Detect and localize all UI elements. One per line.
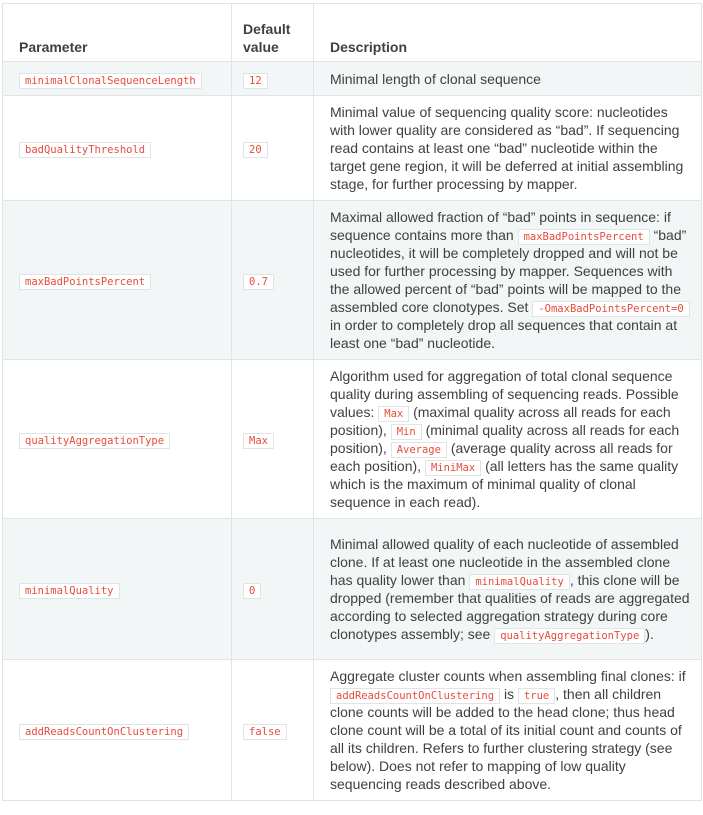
parameter-name: maxBadPointsPercent [19, 274, 151, 290]
description-text: ). [645, 626, 654, 642]
description-text: Minimal allowed quality of each nucleotide of assembled clone. If at least one nucleotide in the assembled clone has quality lower than [330, 536, 679, 588]
parameters-table [2, 3, 702, 801]
description-cell [314, 62, 702, 96]
inline-code: minimalQuality [469, 574, 570, 590]
description-text: (minimal quality across all reads for each position), [330, 422, 680, 456]
parameter-name: badQualityThreshold [19, 142, 151, 158]
default-cell [232, 360, 314, 519]
table-row [3, 96, 702, 201]
header-default-value [232, 4, 314, 62]
default-value: 12 [243, 73, 268, 89]
description-text: , then all children clone counts will be added to the head clone; thus head clone count will be a total of its initial count and counts of all its children. Refers to further clustering strategy (see below). Does not refer to mapping of low quality sequencing reads described above. [330, 686, 682, 792]
default-value: false [243, 724, 287, 740]
description-text: in order to completely drop all sequences that contain at least one “bad” nucleotide. [330, 317, 678, 351]
parameter-name: minimalClonalSequenceLength [19, 73, 202, 89]
inline-code: true [518, 688, 555, 704]
description-text: Algorithm used for aggregation of total clonal sequence quality during assembling of sequencing reads. Possible values: [330, 368, 679, 420]
table-row [3, 62, 702, 96]
table-row [3, 360, 702, 519]
parameter-cell [3, 519, 232, 660]
table-row [3, 519, 702, 660]
description-cell [314, 360, 702, 519]
inline-code: qualityAggregationType [494, 628, 645, 644]
default-cell [232, 519, 314, 660]
header-parameter: Parameter [3, 4, 232, 62]
default-value: 0.7 [243, 274, 274, 290]
description-text: (all letters has the same quality which is the maximum of minimal quality of clonal sequence in each read). [330, 458, 679, 510]
parameter-cell [3, 201, 232, 360]
inline-code: -OmaxBadPointsPercent=0 [532, 301, 689, 317]
description-text: Maximal allowed fraction of “bad” points in sequence: if sequence contains more than [330, 209, 671, 243]
header-default-line2: value [243, 39, 279, 55]
parameter-name: addReadsCountOnClustering [19, 724, 189, 740]
description-text: , this clone will be dropped (remember that qualities of reads are aggregated according to selected aggregation strategy during core clonotypes assembly; see [330, 572, 690, 642]
parameter-cell [3, 360, 232, 519]
default-cell [232, 660, 314, 801]
description-cell [314, 660, 702, 801]
inline-code: Max [378, 406, 409, 422]
description-text: Minimal value of sequencing quality score: nucleotides with lower quality are considered as “bad”. If sequencing read contains at least one “bad” nucleotide within the target gene region, it will be deferred at initial assembling stage, for further processing by mapper. [330, 104, 684, 192]
description-text: Minimal length of clonal sequence [330, 70, 541, 87]
inline-code: Average [391, 442, 447, 458]
inline-code: addReadsCountOnClustering [330, 688, 500, 704]
description-cell [314, 519, 702, 660]
default-cell [232, 96, 314, 201]
default-cell [232, 62, 314, 96]
header-row [3, 4, 702, 62]
header-default-line1: Default [243, 21, 291, 37]
description-text: Aggregate cluster counts when assembling final clones: if [330, 668, 686, 684]
description-cell [314, 201, 702, 360]
parameter-name: minimalQuality [19, 583, 120, 599]
header-description: Description [314, 4, 702, 62]
inline-code: Min [391, 424, 422, 440]
description-cell [314, 96, 702, 201]
description-text: (maximal quality across all reads for each position), [330, 404, 671, 438]
description-text: “bad” nucleotides, it will be completely dropped and will not be used for further processing by mapper. Sequences with the allowed percent of “bad” points will be mapped to the assembled core clonotypes. Set [330, 227, 687, 315]
parameter-cell [3, 96, 232, 201]
parameter-cell [3, 62, 232, 96]
default-value: 0 [243, 583, 261, 599]
default-value: Max [243, 433, 274, 449]
default-value: 20 [243, 142, 268, 158]
description-text: (average quality across all reads for each position), [330, 440, 673, 474]
parameter-cell [3, 660, 232, 801]
inline-code: MiniMax [425, 460, 481, 476]
default-cell [232, 201, 314, 360]
inline-code: maxBadPointsPercent [518, 229, 650, 245]
table-row [3, 201, 702, 360]
description-text: is [503, 686, 515, 702]
table-row [3, 660, 702, 801]
parameter-name: qualityAggregationType [19, 433, 170, 449]
